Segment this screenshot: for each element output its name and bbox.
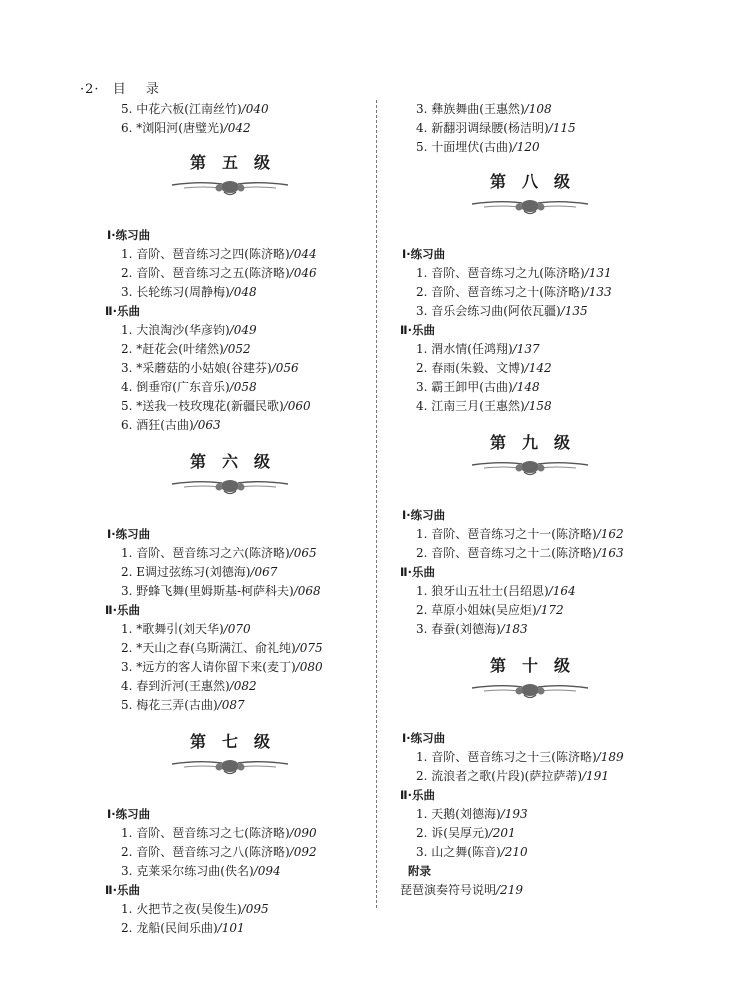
- toc-entry[interactable]: [105, 340, 355, 359]
- entry-title: *天山之春(乌斯满江、俞礼纯): [136, 641, 296, 655]
- entry-title: 龙船(民间乐曲): [136, 921, 218, 935]
- toc-entry[interactable]: [400, 359, 660, 378]
- entry-page: /142: [524, 361, 552, 375]
- level-heading: [400, 171, 660, 217]
- entry-page: /219: [496, 883, 523, 897]
- entry-page: /172: [536, 603, 564, 617]
- toc-entry[interactable]: [400, 601, 660, 620]
- entry-title: *采蘑菇的小姑娘(谷建芬): [136, 361, 272, 375]
- level-title: 第六级: [189, 452, 286, 471]
- entry-number: 2.: [416, 769, 428, 783]
- toc-column-left: [105, 100, 355, 938]
- entry-page: /068: [293, 584, 321, 598]
- entry-page: /052: [223, 342, 251, 356]
- entry-page: /133: [584, 285, 612, 299]
- section-title: 目 录: [112, 82, 167, 97]
- page-header: [80, 78, 167, 97]
- entry-number: 3.: [121, 864, 133, 878]
- entry-title: 春雨(朱毅、文博): [431, 361, 525, 375]
- entry-number: 2.: [416, 546, 428, 560]
- toc-entry[interactable]: [105, 416, 355, 435]
- entry-title: 春蚕(刘德海): [431, 622, 501, 636]
- entry-page: /164: [548, 584, 576, 598]
- entry-title: 天鹅(刘德海): [431, 807, 501, 821]
- entry-title: *歌舞引(刘天华): [136, 622, 224, 636]
- entry-page: /070: [223, 622, 251, 636]
- entry-number: 3.: [416, 380, 428, 394]
- entry-title: 春到沂河(王惠然): [136, 679, 230, 693]
- toc-entry[interactable]: [105, 639, 355, 658]
- entry-title: 音阶、琶音练习之十(陈济略): [431, 285, 585, 299]
- entry-page: /046: [289, 266, 317, 280]
- entry-number: 4.: [416, 121, 428, 135]
- entry-title: 霸王卸甲(古曲): [431, 380, 513, 394]
- entry-page: /210: [500, 845, 528, 859]
- entry-number: 1.: [416, 750, 428, 764]
- ornament-divider: [170, 755, 290, 777]
- toc-entry[interactable]: [400, 378, 660, 397]
- entry-number: 4.: [121, 679, 133, 693]
- entry-number: 2.: [121, 921, 133, 935]
- exercise-heading: Ⅰ·练习曲: [107, 228, 151, 242]
- appendix-heading: 附录: [408, 864, 431, 878]
- toc-entry[interactable]: [105, 620, 355, 639]
- entry-title: 十面埋伏(古曲): [431, 140, 513, 154]
- toc-column-right: [400, 100, 660, 900]
- entry-title: 音阶、琶音练习之四(陈济略): [136, 247, 290, 261]
- entry-page: /058: [229, 380, 257, 394]
- music-heading: Ⅱ·乐曲: [105, 603, 140, 617]
- entry-page: /040: [241, 102, 269, 116]
- toc-entry[interactable]: [400, 100, 660, 119]
- entry-title: 彝族舞曲(王惠然): [431, 102, 525, 116]
- entry-number: 2.: [416, 285, 428, 299]
- entry-title: 长轮练习(周静梅): [136, 285, 230, 299]
- entry-title: 山之舞(陈音): [431, 845, 501, 859]
- toc-entry[interactable]: [400, 620, 660, 639]
- entry-number: 2.: [121, 641, 133, 655]
- entry-number: 1.: [121, 902, 133, 916]
- toc-entry[interactable]: [105, 119, 355, 138]
- entry-number: 6.: [121, 121, 133, 135]
- entry-number: 2.: [121, 845, 133, 859]
- toc-entry[interactable]: [105, 658, 355, 677]
- level-heading: [400, 655, 660, 701]
- toc-entry[interactable]: [105, 359, 355, 378]
- entry-page: /087: [217, 698, 245, 712]
- ornament-divider: [170, 176, 290, 198]
- entry-number: 2.: [121, 266, 133, 280]
- entry-page: /101: [217, 921, 245, 935]
- entry-number: 3.: [121, 660, 133, 674]
- ornament-divider: [470, 456, 590, 478]
- level-heading: [105, 451, 355, 497]
- entry-title: 倒垂帘(广东音乐): [136, 380, 230, 394]
- level-title: 第九级: [489, 433, 586, 452]
- entry-page: /131: [584, 266, 612, 280]
- toc-entry[interactable]: [105, 378, 355, 397]
- entry-page: /163: [596, 546, 624, 560]
- toc-entry[interactable]: [105, 264, 355, 283]
- entry-title: 音阶、琶音练习之七(陈济略): [136, 826, 290, 840]
- entry-title: 狼牙山五壮士(吕绍恩): [431, 584, 549, 598]
- entry-title: *赶花会(叶绪然): [136, 342, 224, 356]
- entry-number: 5.: [121, 698, 133, 712]
- entry-title: *送我一枝玫瑰花(新疆民歌): [136, 399, 284, 413]
- entry-title: 音阶、琶音练习之十三(陈济略): [431, 750, 597, 764]
- toc-entry[interactable]: [105, 321, 355, 340]
- entry-page: /082: [229, 679, 257, 693]
- music-heading: Ⅱ·乐曲: [105, 304, 140, 318]
- entry-title: *远方的客人请你留下来(麦丁): [136, 660, 296, 674]
- toc-entry[interactable]: [105, 862, 355, 881]
- level-heading: [400, 432, 660, 478]
- entry-page: /060: [283, 399, 311, 413]
- entry-page: /065: [289, 546, 317, 560]
- entry-page: /075: [295, 641, 323, 655]
- toc-entry[interactable]: [105, 283, 355, 302]
- ornament-divider: [470, 679, 590, 701]
- entry-title: 琵琶演奏符号说明: [400, 883, 497, 897]
- toc-entry[interactable]: [400, 525, 660, 544]
- exercise-heading: Ⅰ·练习曲: [402, 731, 446, 745]
- entry-title: 音阶、琶音练习之九(陈济略): [431, 266, 585, 280]
- toc-entry[interactable]: [400, 582, 660, 601]
- entry-title: 音阶、琶音练习之十二(陈济略): [431, 546, 597, 560]
- entry-title: 中花六板(江南丝竹): [136, 102, 242, 116]
- entry-title: 火把节之夜(吴俊生): [136, 902, 242, 916]
- entry-title: 诉(吴厚元): [431, 826, 489, 840]
- entry-number: 1.: [121, 826, 133, 840]
- toc-entry[interactable]: [105, 919, 355, 938]
- entry-title: 野蜂飞舞(里姆斯基-柯萨科夫): [136, 584, 294, 598]
- music-heading: Ⅱ·乐曲: [105, 883, 140, 897]
- entry-number: 3.: [416, 304, 428, 318]
- toc-entry[interactable]: [105, 696, 355, 715]
- level-heading: [105, 152, 355, 198]
- exercise-heading: Ⅰ·练习曲: [107, 527, 151, 541]
- entry-number: 3.: [121, 285, 133, 299]
- toc-entry[interactable]: [105, 824, 355, 843]
- entry-number: 1.: [416, 584, 428, 598]
- toc-entry[interactable]: [105, 397, 355, 416]
- exercise-heading: Ⅰ·练习曲: [107, 807, 151, 821]
- entry-title: 大浪淘沙(华彦钧): [136, 323, 230, 337]
- entry-title: 音阶、琶音练习之十一(陈济略): [431, 527, 597, 541]
- toc-entry[interactable]: [400, 138, 660, 157]
- entry-title: 新翻羽调绿腰(杨洁明): [431, 121, 549, 135]
- entry-number: 1.: [416, 527, 428, 541]
- toc-entry[interactable]: [105, 245, 355, 264]
- entry-title: 音乐会练习曲(阿依瓦疆): [431, 304, 561, 318]
- entry-page: /063: [193, 418, 221, 432]
- entry-title: 克莱采尔练习曲(佚名): [136, 864, 254, 878]
- entry-page: /189: [596, 750, 624, 764]
- ornament-divider: [170, 475, 290, 497]
- entry-number: 1.: [121, 247, 133, 261]
- entry-number: 2.: [416, 826, 428, 840]
- exercise-heading: Ⅰ·练习曲: [402, 247, 446, 261]
- toc-entry[interactable]: [400, 397, 660, 416]
- music-heading: Ⅱ·乐曲: [400, 788, 435, 802]
- entry-page: /090: [289, 826, 317, 840]
- entry-page: /120: [512, 140, 540, 154]
- entry-title: 酒狂(古曲): [136, 418, 194, 432]
- toc-entry[interactable]: [105, 582, 355, 601]
- entry-number: 6.: [121, 418, 133, 432]
- entry-number: 1.: [121, 323, 133, 337]
- entry-page: /162: [596, 527, 624, 541]
- entry-number: 3.: [121, 584, 133, 598]
- entry-page: /056: [271, 361, 299, 375]
- entry-title: *浏阳河(唐璧光): [136, 121, 224, 135]
- toc-entry[interactable]: [105, 677, 355, 696]
- toc-entry[interactable]: [400, 340, 660, 359]
- toc-entry[interactable]: [105, 100, 355, 119]
- entry-title: 渭水情(任鸿翔): [431, 342, 513, 356]
- entry-page: /049: [229, 323, 257, 337]
- entry-page: /148: [512, 380, 540, 394]
- entry-title: 音阶、琶音练习之八(陈济略): [136, 845, 290, 859]
- entry-number: 2.: [121, 342, 133, 356]
- entry-number: 2.: [121, 565, 133, 579]
- page-number: ·2·: [80, 82, 100, 97]
- entry-page: /092: [289, 845, 317, 859]
- toc-entry[interactable]: [400, 544, 660, 563]
- music-heading: Ⅱ·乐曲: [400, 323, 435, 337]
- level-title: 第八级: [489, 172, 586, 191]
- entry-page: /158: [524, 399, 552, 413]
- exercise-heading: Ⅰ·练习曲: [402, 508, 446, 522]
- toc-entry[interactable]: [400, 283, 660, 302]
- level-title: 第五级: [189, 153, 286, 172]
- level-title: 第七级: [189, 732, 286, 751]
- entry-number: 1.: [121, 622, 133, 636]
- entry-page: /135: [560, 304, 588, 318]
- entry-title: 江南三月(王惠然): [431, 399, 525, 413]
- entry-number: 4.: [416, 399, 428, 413]
- entry-number: 3.: [121, 361, 133, 375]
- entry-page: /115: [548, 121, 576, 135]
- toc-entry[interactable]: [105, 843, 355, 862]
- toc-entry[interactable]: [400, 843, 660, 862]
- entry-page: /108: [524, 102, 552, 116]
- toc-entry[interactable]: [400, 119, 660, 138]
- entry-page: /095: [241, 902, 269, 916]
- entry-number: 5.: [416, 140, 428, 154]
- entry-number: 3.: [416, 845, 428, 859]
- entry-number: 1.: [416, 807, 428, 821]
- entry-page: /044: [289, 247, 317, 261]
- entry-page: /137: [512, 342, 540, 356]
- toc-entry[interactable]: [400, 805, 660, 824]
- entry-number: 1.: [416, 342, 428, 356]
- toc-entry[interactable]: [400, 767, 660, 786]
- toc-entry[interactable]: [400, 264, 660, 283]
- entry-title: 梅花三弄(古曲): [136, 698, 218, 712]
- entry-page: /193: [500, 807, 528, 821]
- entry-page: /048: [229, 285, 257, 299]
- entry-title: 音阶、琶音练习之五(陈济略): [136, 266, 290, 280]
- entry-title: E调过弦练习(刘德海): [136, 565, 251, 579]
- toc-entry[interactable]: [400, 824, 660, 843]
- level-heading: [105, 731, 355, 777]
- toc-entry[interactable]: [400, 302, 660, 321]
- entry-number: 4.: [121, 380, 133, 394]
- entry-page: /042: [223, 121, 251, 135]
- entry-number: 2.: [416, 603, 428, 617]
- entry-page: /067: [250, 565, 278, 579]
- entry-page: /080: [295, 660, 323, 674]
- entry-number: 5.: [121, 102, 133, 116]
- entry-number: 3.: [416, 102, 428, 116]
- entry-number: 2.: [416, 361, 428, 375]
- toc-entry[interactable]: [400, 748, 660, 767]
- entry-number: 3.: [416, 622, 428, 636]
- toc-entry[interactable]: [105, 563, 355, 582]
- entry-title: 流浪者之歌(片段)(萨拉萨蒂): [431, 769, 583, 783]
- entry-number: 1.: [121, 546, 133, 560]
- toc-entry[interactable]: [105, 900, 355, 919]
- ornament-divider: [470, 195, 590, 217]
- entry-page: /183: [500, 622, 528, 636]
- column-divider: [376, 100, 377, 908]
- entry-page: /094: [253, 864, 281, 878]
- toc-entry[interactable]: [105, 544, 355, 563]
- entry-page: /191: [582, 769, 609, 783]
- level-title: 第十级: [489, 656, 586, 675]
- music-heading: Ⅱ·乐曲: [400, 565, 435, 579]
- entry-title: 草原小姐妹(吴应炬): [431, 603, 537, 617]
- entry-page: /201: [488, 826, 516, 840]
- entry-title: 音阶、琶音练习之六(陈济略): [136, 546, 290, 560]
- entry-number: 1.: [416, 266, 428, 280]
- entry-number: 5.: [121, 399, 133, 413]
- toc-entry[interactable]: [400, 881, 660, 900]
